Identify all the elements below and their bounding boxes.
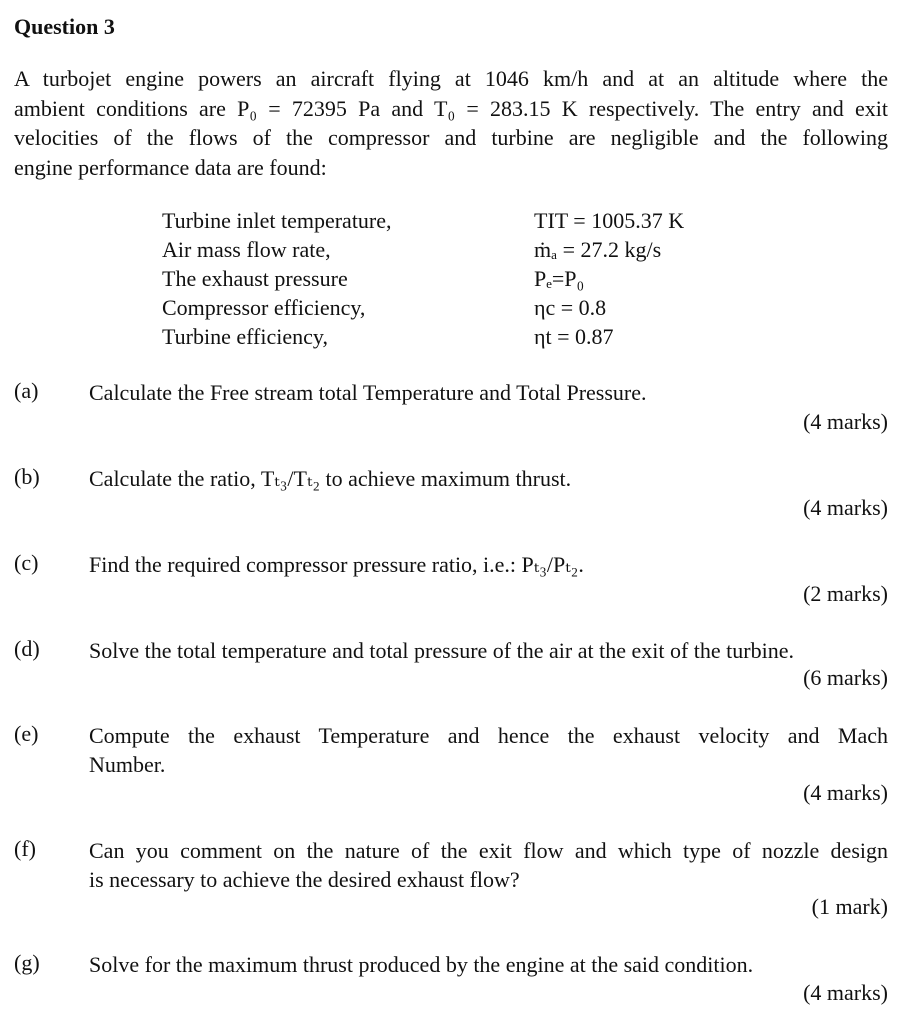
question-title: Question 3 — [14, 14, 115, 39]
part-text — [89, 836, 888, 894]
part-letter: (b) — [14, 464, 40, 489]
intro-line: engine performance data are found: — [14, 154, 327, 180]
data-label: Turbine inlet temperature, — [162, 208, 392, 233]
part-line: Calculate the Free stream total Temperature and Total Pressure. — [89, 380, 647, 405]
part-text — [89, 721, 888, 779]
part-line: Calculate the ratio, Tₜ₃/Tₜ₂ to achieve maximum thrust. — [89, 466, 572, 491]
part-line: Compute the exhaust Temperature and hence the exhaust velocity and Mach — [89, 723, 888, 748]
part-line: Find the required compressor pressure ratio, i.e.: Pₜ₃/Pₜ₂. — [89, 552, 584, 577]
part-text — [89, 950, 888, 979]
part-line: Number. — [89, 752, 166, 777]
data-value: ṁₐ = 27.2 kg/s — [534, 237, 662, 262]
part-line: Solve the total temperature and total pressure of the air at the exit of the turbine. — [89, 638, 794, 663]
marks-g: (4 marks) — [803, 980, 888, 1005]
part-letter: (e) — [14, 721, 39, 746]
intro-line: A turbojet engine powers an aircraft flying at 1046 km/h and at an altitude where the — [14, 66, 888, 91]
marks-b: (4 marks) — [803, 495, 888, 520]
data-label: The exhaust pressure — [162, 266, 348, 291]
intro-line: ambient conditions are P₀ = 72395 Pa and T₀ = 283.15 K respectively. The entry and exit — [14, 95, 888, 121]
intro-line: velocities of the flows of the compressor and turbine are negligible and the following — [14, 125, 888, 150]
part-text — [89, 378, 888, 407]
intro-paragraph — [14, 64, 888, 182]
data-value: ηc = 0.8 — [534, 295, 607, 320]
data-value: Pₑ=P₀ — [534, 266, 585, 291]
part-text — [89, 636, 888, 665]
part-line: is necessary to achieve the desired exhaust flow? — [89, 867, 520, 892]
data-label: Compressor efficiency, — [162, 295, 366, 320]
part-letter: (a) — [14, 378, 39, 403]
marks-e: (4 marks) — [803, 780, 888, 805]
data-label: Turbine efficiency, — [162, 324, 328, 349]
part-line: Solve for the maximum thrust produced by the engine at the said condition. — [89, 952, 754, 977]
marks-a: (4 marks) — [803, 409, 888, 434]
part-letter: (d) — [14, 636, 40, 661]
part-line: Can you comment on the nature of the exit flow and which type of nozzle design — [89, 838, 888, 863]
part-letter: (c) — [14, 550, 39, 575]
marks-c: (2 marks) — [803, 581, 888, 606]
marks-d: (6 marks) — [803, 665, 888, 690]
part-letter: (f) — [14, 836, 36, 861]
part-letter: (g) — [14, 950, 40, 975]
part-text — [89, 550, 888, 579]
part-text — [89, 464, 888, 493]
data-value: ηt = 0.87 — [534, 324, 614, 349]
data-value: TIT = 1005.37 K — [534, 208, 685, 233]
data-label: Air mass flow rate, — [162, 237, 331, 262]
marks-f: (1 mark) — [811, 894, 888, 919]
